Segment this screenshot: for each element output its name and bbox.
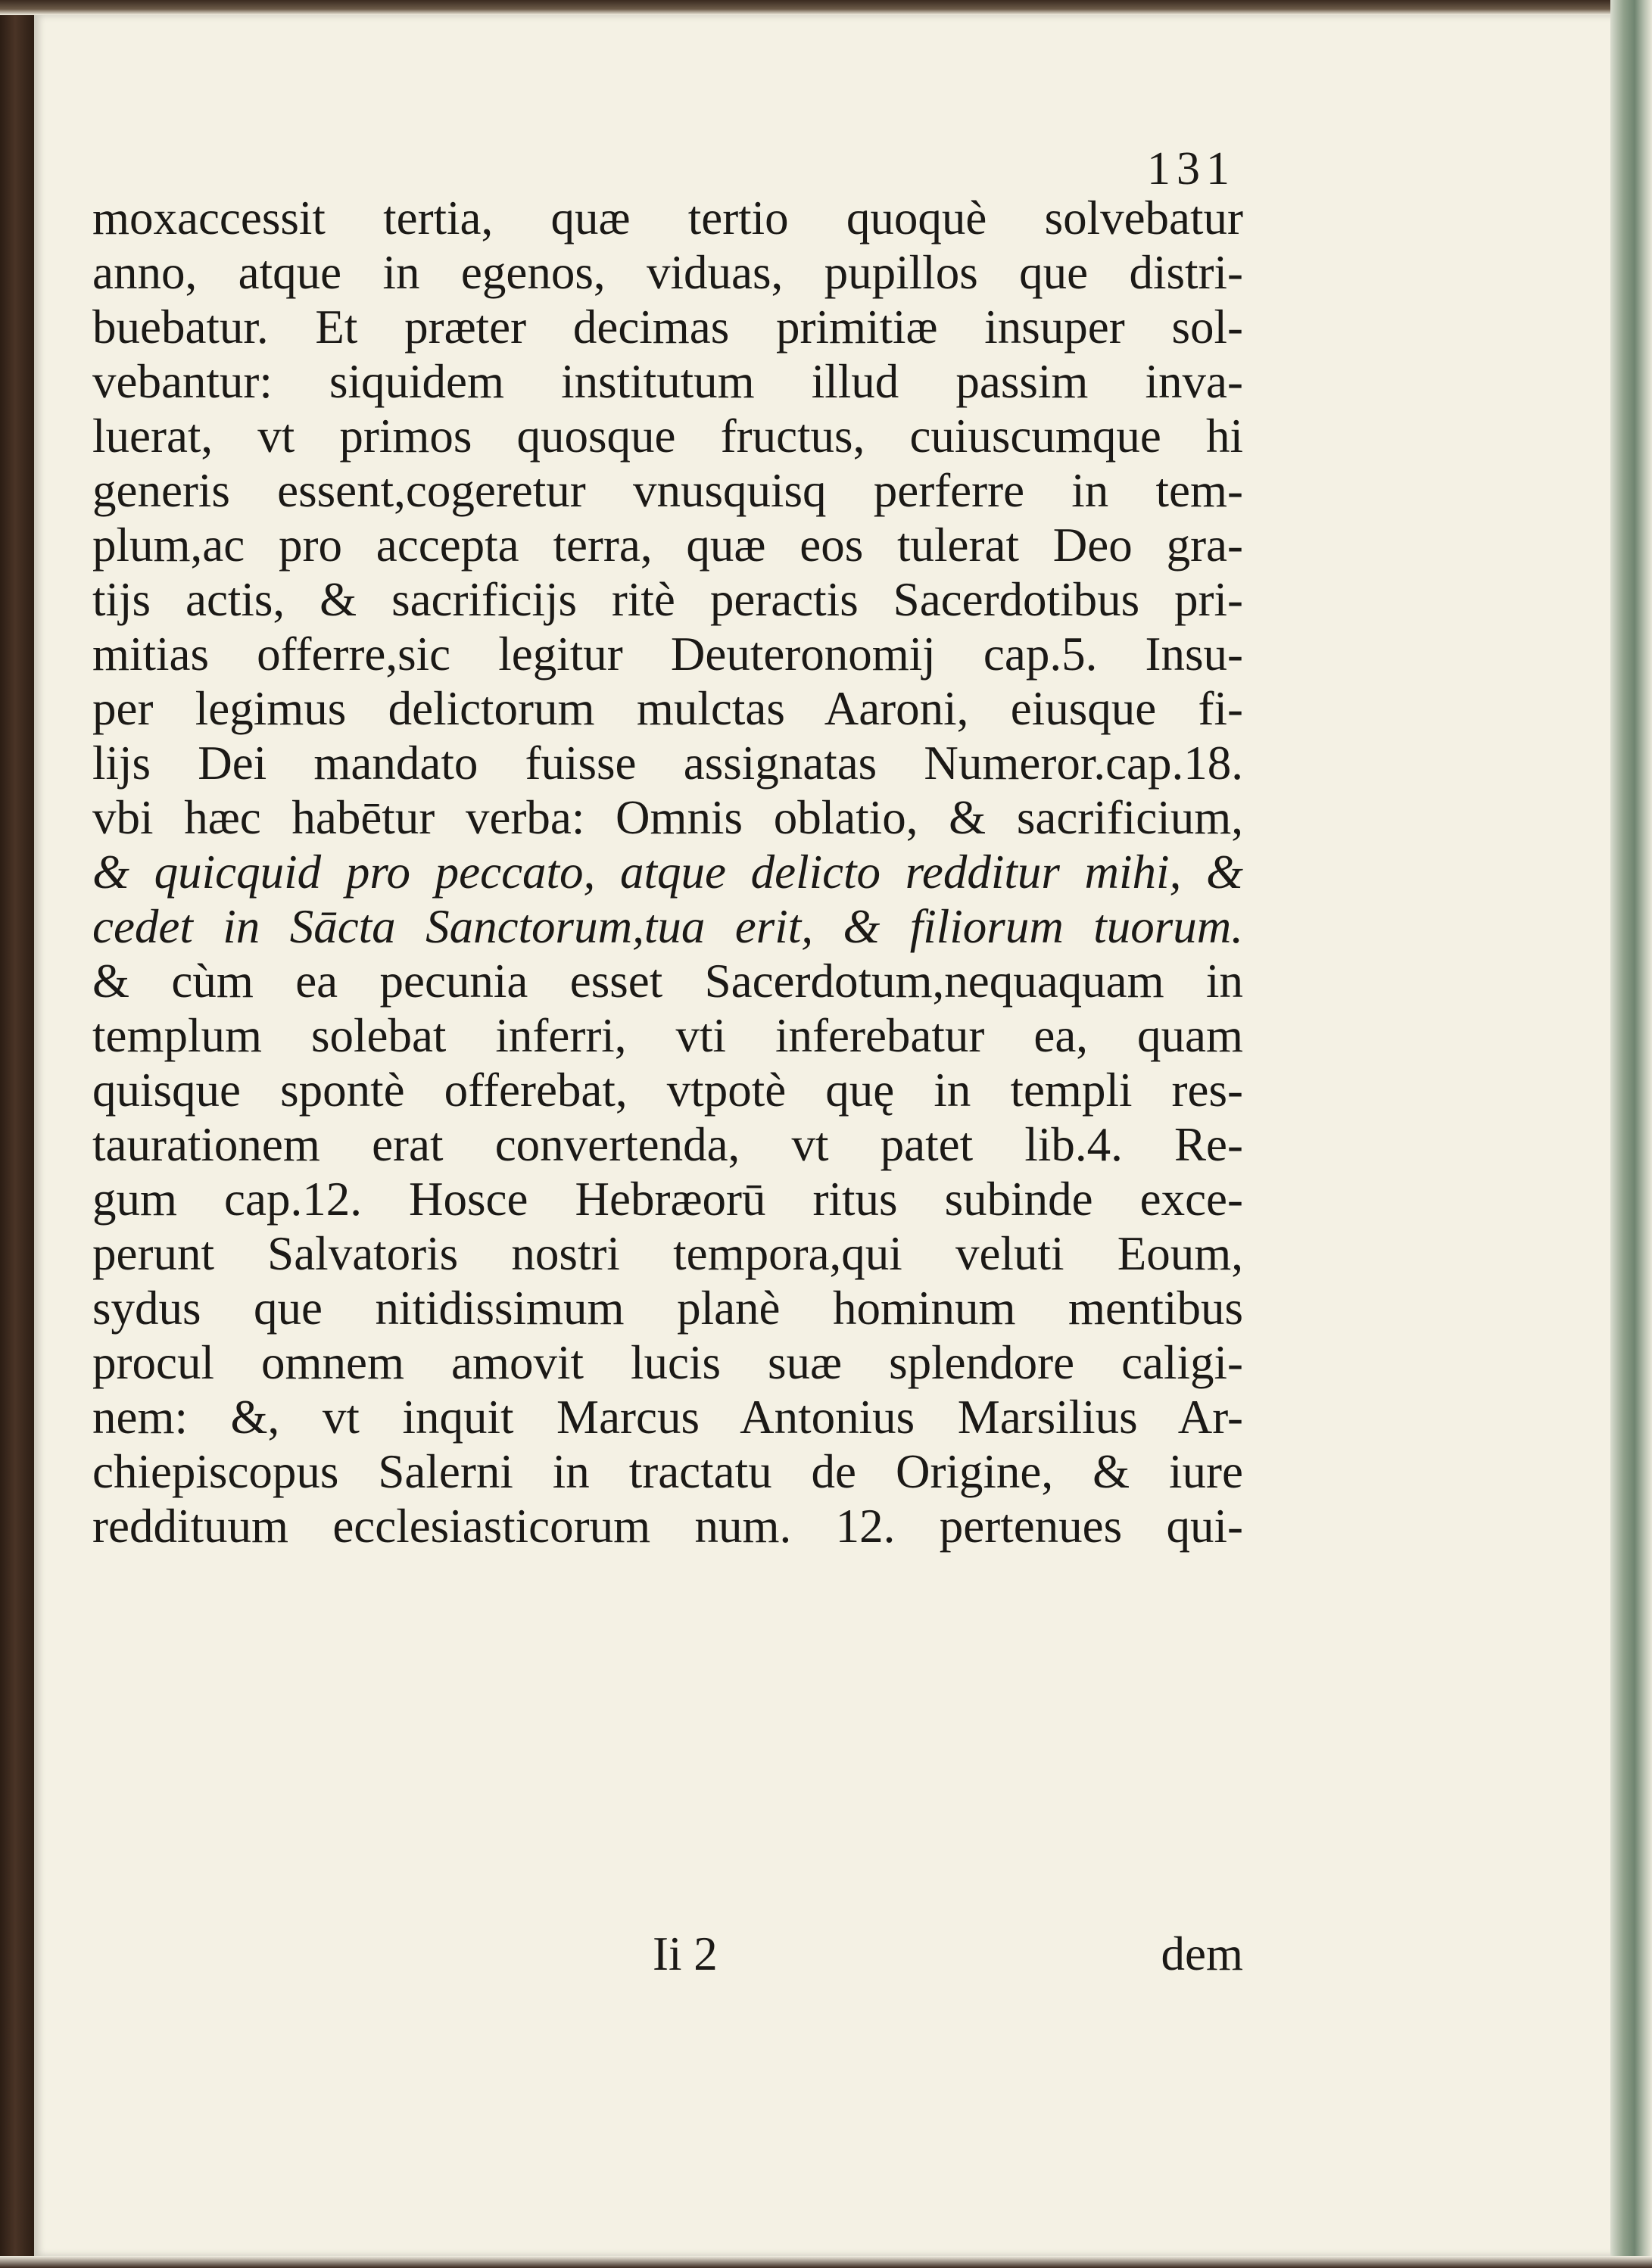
text-line: sydus que nitidissimum planè hominum mentibus <box>92 1282 1243 1335</box>
text-line: & cùm ea pecunia esset Sacerdotum,nequaquam in <box>92 955 1243 1008</box>
text-line: lijs Dei mandato fuisse assignatas Numeror.cap.18. <box>92 737 1243 790</box>
text-line: procul omnem amovit lucis suæ splendore caligi- <box>92 1336 1243 1389</box>
text-line: perunt Salvatoris nostri tempora,qui veluti Eoum, <box>92 1227 1243 1280</box>
page-top-edge <box>0 0 1652 15</box>
text-line: reddituum ecclesiasticorum num. 12. pertenues qui- <box>92 1500 1243 1553</box>
text-line: quisque spontè offerebat, vtpotè quę in templi res- <box>92 1064 1243 1117</box>
body-text <box>92 191 1243 1553</box>
text-line: gum cap.12. Hosce Hebræorū ritus subinde exce- <box>92 1173 1243 1226</box>
text-line: templum solebat inferri, vti inferebatur ea, quam <box>92 1009 1243 1062</box>
text-line: buebatur. Et præter decimas primitiæ insuper sol- <box>92 301 1243 354</box>
text-line: chiepiscopus Salerni in tractatu de Origine, & iure <box>92 1445 1243 1498</box>
text-line: luerat, vt primos quosque fructus, cuiuscumque hi <box>92 410 1243 463</box>
text-line: vbi hæc habētur verba: Omnis oblatio, & sacrificium, <box>92 791 1243 844</box>
page-number: 131 <box>1147 143 1236 195</box>
text-line: anno, atque in egenos, viduas, pupillos que distri- <box>92 246 1243 299</box>
page-bottom-edge <box>0 2256 1652 2268</box>
page-footer <box>92 1927 1243 1981</box>
signature-mark: Ii 2 <box>653 1927 718 1980</box>
text-line: taurationem erat convertenda, vt patet lib.4. Re- <box>92 1118 1243 1171</box>
text-line: moxaccessit tertia, quæ tertio quoquè solvebatur <box>92 192 1243 245</box>
text-line: plum,ac pro accepta terra, quæ eos tulerat Deo gra- <box>92 519 1243 572</box>
text-line: cedet in Sācta Sanctorum,tua erit, & filiorum tuorum. <box>92 900 1243 953</box>
text-line: generis essent,cogeretur vnusquisq perferre in tem- <box>92 464 1243 517</box>
text-line: & quicquid pro peccato, atque delicto redditur mihi, & <box>92 846 1243 899</box>
text-line: mitias offerre,sic legitur Deuteronomij cap.5. Insu- <box>92 628 1243 681</box>
fore-edge <box>1610 0 1652 2268</box>
text-line: tijs actis, & sacrificijs ritè peractis Sacerdotibus pri- <box>92 573 1243 626</box>
text-line: vebantur: siquidem institutum illud passim inva- <box>92 355 1243 408</box>
text-line: nem: &, vt inquit Marcus Antonius Marsilius Ar- <box>92 1391 1243 1444</box>
catchword: dem <box>1161 1927 1243 1980</box>
text-line: per legimus delictorum mulctas Aaroni, eiusque fi- <box>92 682 1243 735</box>
